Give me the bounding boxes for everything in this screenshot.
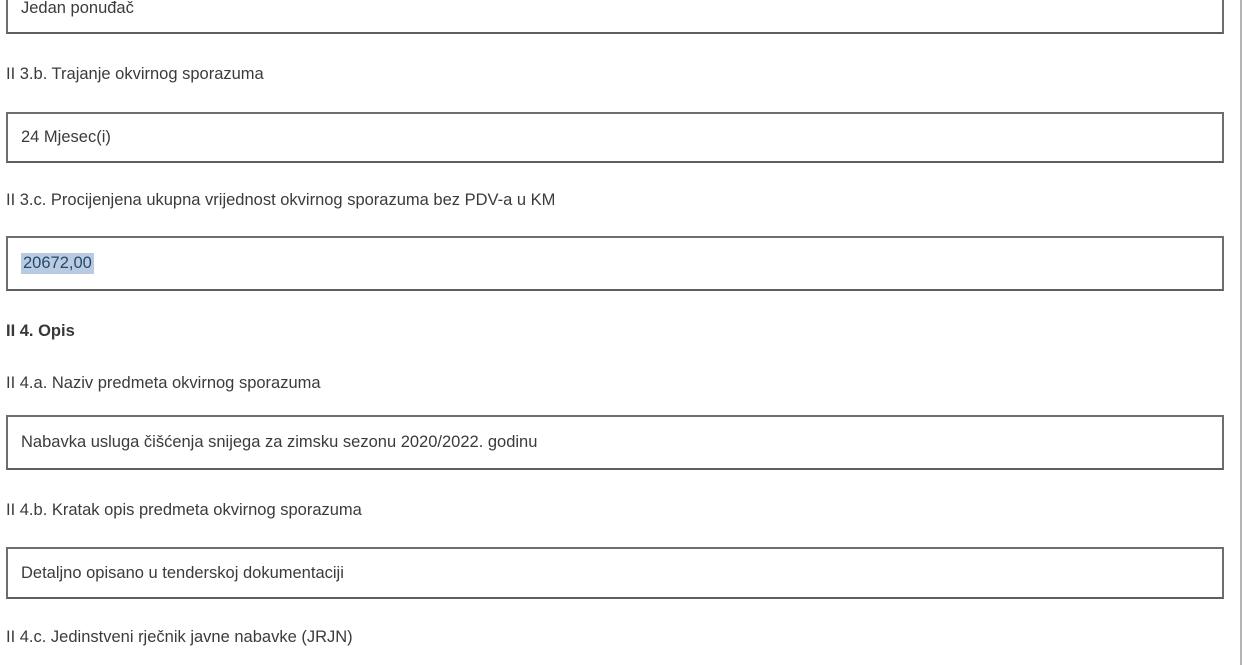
- field-label-4b-kratak-opis: II 4.b. Kratak opis predmeta okvirnog sporazuma: [6, 501, 362, 519]
- field-box-3b-trajanje: [6, 112, 1224, 163]
- field-box-4b-kratak-opis: [6, 547, 1224, 599]
- field-label-3c-vrijednost: II 3.c. Procijenjena ukupna vrijednost okvirnog sporazuma bez PDV-a u KM: [6, 191, 556, 209]
- field-value-bidder-type: Jedan ponuđač: [21, 0, 134, 17]
- field-box-3c-vrijednost: [6, 236, 1224, 291]
- field-label-3b-trajanje: II 3.b. Trajanje okvirnog sporazuma: [6, 65, 264, 83]
- field-value-4b-kratak-opis: Detaljno opisano u tenderskoj dokumentaciji: [21, 563, 344, 582]
- selected-text-value-3c: 20672,00: [23, 254, 92, 272]
- field-box-4a-naziv: [6, 415, 1224, 470]
- field-value-3b-trajanje: 24 Mjesec(i): [21, 128, 111, 146]
- field-label-4a-naziv: II 4.a. Naziv predmeta okvirnog sporazuma: [6, 374, 321, 392]
- field-label-4c-jrjn: II 4.c. Jedinstveni rječnik javne nabavke (JRJN): [6, 628, 353, 646]
- field-box-bidder-type: [6, 0, 1224, 34]
- field-value-4a-naziv: Nabavka usluga čišćenja snijega za zimsku sezonu 2020/2022. godinu: [21, 433, 538, 451]
- section-heading-opis: II 4. Opis: [6, 322, 75, 340]
